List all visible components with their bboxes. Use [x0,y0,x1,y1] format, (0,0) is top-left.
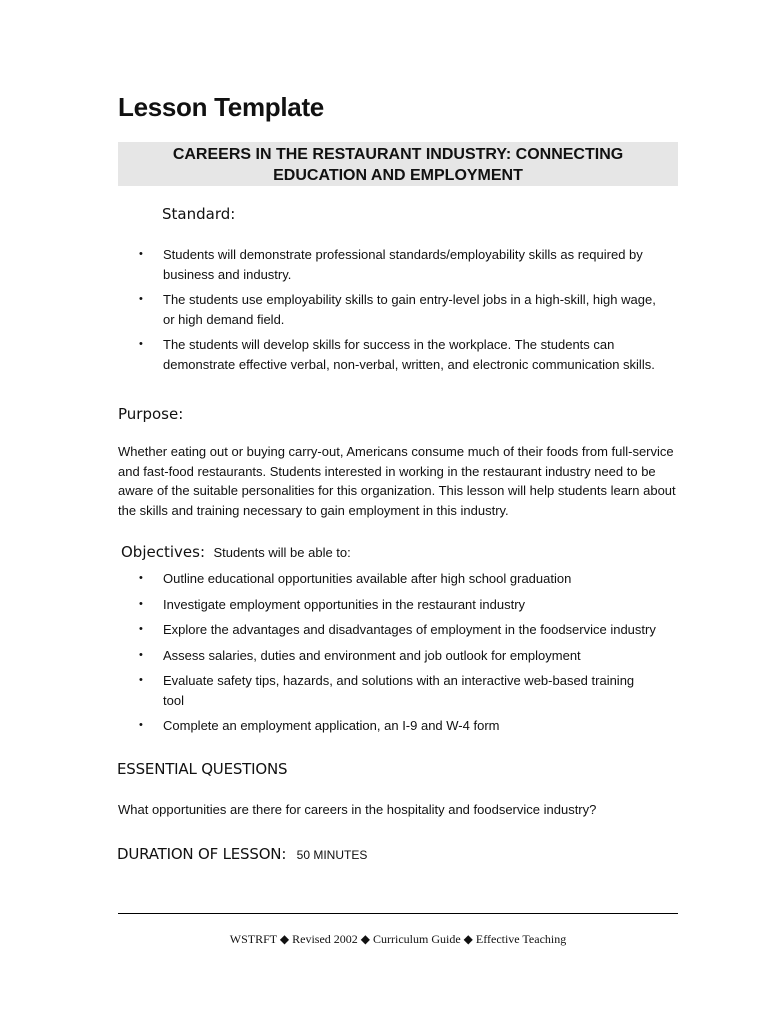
banner-line-1: CAREERS IN THE RESTAURANT INDUSTRY: CONNECTING [172,146,624,163]
list-item [137,245,657,284]
list-item-text: Assess salaries, duties and environment and job outlook for employment [163,647,581,663]
duration-line [117,845,367,864]
bullet-icon: • [139,597,143,610]
list-item-text: Students will demonstrate professional standards/employability skills as required by business and industry. [163,247,643,282]
objectives-header [121,543,351,562]
purpose-text: Whether eating out or buying carry-out, Americans consume much of their foods from full-service and fast-food restaurants. Students interested in working in the restaurant industry need to be aware of the suitable personalities for this organization. This lesson will help students learn about the skills and training necessary to gain employment in this industry. [118,444,676,518]
list-item-text: Explore the advantages and disadvantages of employment in the foodservice industry [163,622,656,637]
standard-heading: Standard: [162,205,236,223]
list-item [137,716,657,736]
bullet-icon: • [139,674,143,686]
list-item [137,569,657,589]
essential-question-text: What opportunities are there for careers in the hospitality and foodservice industry? [118,802,597,817]
list-item-text: The students will develop skills for success in the workplace. The students can demonstrate effective verbal, non-verbal, written, and electronic communication skills. [163,337,655,372]
list-item-text: Outline educational opportunities available after high school graduation [163,571,572,586]
list-item [137,335,657,374]
duration-heading: DURATION OF LESSON: [117,845,287,863]
list-item [137,290,657,329]
page-title: Lesson Template [118,92,324,122]
list-item-text: Investigate employment opportunities in the restaurant industry [163,596,526,612]
bullet-icon: • [139,572,143,584]
objectives-heading: Objectives: [121,543,205,561]
list-item-text: Evaluate safety tips, hazards, and solutions with an interactive web-based training tool [163,673,635,708]
duration-value: 50 MINUTES [296,848,368,862]
standard-list [137,245,657,380]
bullet-icon: • [139,719,143,731]
bullet-icon: • [139,648,143,661]
list-item [137,595,657,615]
bullet-icon: • [139,623,143,635]
bullet-icon: • [139,338,143,350]
objectives-intro: Students will be able to: [213,545,351,560]
lesson-title-banner [118,142,678,186]
list-item-text: Complete an employment application, an I-9 and W-4 form [163,718,500,733]
list-item-text: The students use employability skills to gain entry-level jobs in a high-skill, high wage, or high demand field. [163,292,656,327]
objectives-list [137,569,657,742]
footer-divider [118,913,678,914]
page-footer: WSTRFT ◆ Revised 2002 ◆ Curriculum Guide ◆ Effective Teaching [229,932,567,946]
purpose-heading: Purpose: [118,405,184,423]
bullet-icon: • [139,293,143,305]
bullet-icon: • [139,248,143,260]
list-item [137,620,657,640]
list-item [137,646,657,666]
list-item [137,671,657,710]
essential-questions-heading: ESSENTIAL QUESTIONS [117,760,288,778]
banner-line-2: EDUCATION AND EMPLOYMENT [273,167,523,184]
